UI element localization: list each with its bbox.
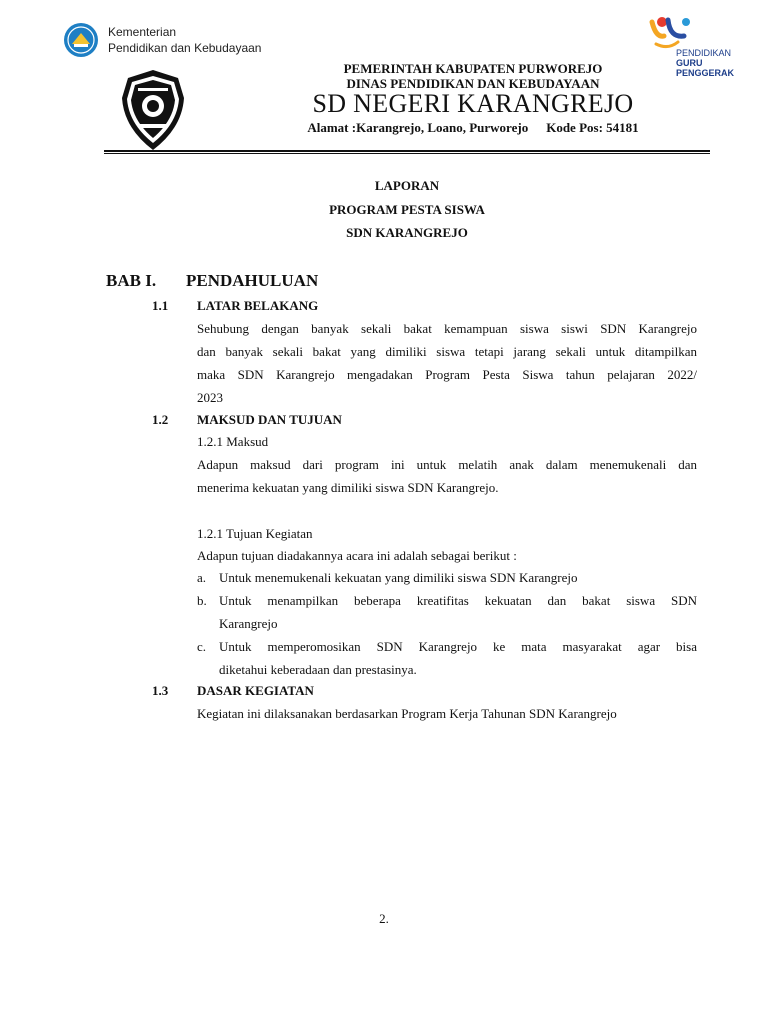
chapter-number: BAB I. [106, 271, 157, 290]
page-number: 2. [379, 911, 389, 926]
list-marker: b. [197, 593, 207, 608]
letterhead-address-line [238, 120, 708, 136]
maksud-heading: 1.2.1 Maksud [197, 434, 269, 449]
kemendikbud-logo-icon [63, 22, 99, 58]
list-item-text: diketahui keberadaan dan prestasinya. [219, 662, 417, 677]
chapter-heading [106, 271, 319, 291]
paragraph-line: maka SDN Karangrejo mengadakan Program Pesta Siswa tahun pelajaran 2022/ [197, 367, 697, 382]
letterhead-postal-code: Kode Pos: 54181 [546, 120, 639, 135]
tujuan-intro: Adapun tujuan diadakannya acara ini adalah sebagai berikut : [197, 548, 517, 563]
kemendikbud-line1: Kementerian [108, 25, 177, 39]
list-item-text: Karangrejo [219, 616, 278, 631]
section-title-latar-belakang: LATAR BELAKANG [197, 298, 319, 313]
paragraph-line: 2023 [197, 390, 223, 405]
paragraph-line: dan banyak sekali bakat yang dimiliki siswa tetapi jarang sekali untuk ditampilkan [197, 344, 697, 359]
list-marker: a. [197, 570, 207, 585]
report-title-line2: PROGRAM PESTA SISWA [329, 202, 485, 217]
tujuan-heading: 1.2.1 Tujuan Kegiatan [197, 526, 313, 541]
list-item [197, 635, 697, 681]
paragraph-line: Sehubung dengan banyak sekali bakat kemampuan siswa siswi SDN Karangrejo [197, 321, 697, 336]
report-title-line1: LAPORAN [374, 178, 440, 193]
gp-line2: GURU [676, 58, 703, 68]
letterhead-divider-thin [104, 153, 710, 154]
kemendikbud-line2: Pendidikan dan Kebudayaan [108, 41, 262, 55]
section-title-dasar-kegiatan: DASAR KEGIATAN [197, 683, 314, 698]
letterhead-school-name: SD NEGERI KARANGREJO [312, 89, 634, 118]
paragraph-line: Adapun maksud dari program ini untuk melatih anak dalam menemukenali dan [197, 457, 697, 472]
list-item-text: Untuk menampilkan beberapa kreatifitas kekuatan dan bakat siswa SDN [219, 593, 697, 608]
list-item [197, 589, 697, 635]
dasar-kegiatan-text: Kegiatan ini dilaksanakan berdasarkan Program Kerja Tahunan SDN Karangrejo [197, 706, 617, 721]
list-item-text: Untuk memperomosikan SDN Karangrejo ke mata masyarakat agar bisa [219, 639, 697, 654]
letterhead-department: DINAS PENDIDIKAN DAN KEBUDAYAAN [346, 76, 600, 91]
list-marker: c. [197, 639, 207, 654]
gp-line1: PENDIDIKAN [676, 48, 732, 58]
letterhead-divider-thick [104, 150, 710, 152]
purworejo-crest-icon [118, 68, 188, 152]
paragraph-line: menerima kekuatan yang dimiliki siswa SDN Karangrejo. [197, 480, 499, 495]
list-item-text: Untuk menemukenali kekuatan yang dimiliki siswa SDN Karangrejo [219, 570, 578, 585]
chapter-title: PENDAHULUAN [186, 271, 319, 290]
section-title-maksud-tujuan: MAKSUD DAN TUJUAN [197, 412, 342, 427]
list-item [197, 566, 697, 589]
letterhead-government: PEMERINTAH KABUPATEN PURWOREJO [343, 61, 603, 76]
kemendikbud-logo-text [108, 24, 261, 56]
latar-belakang-paragraph [197, 317, 697, 409]
section-number-1-1: 1.1 [152, 298, 169, 313]
maksud-paragraph [197, 453, 697, 499]
gp-line3: PENGGERAK [676, 68, 735, 78]
report-title-line3: SDN KARANGREJO [346, 225, 468, 240]
letterhead-address: Alamat :Karangrejo, Loano, Purworejo [307, 120, 529, 135]
section-number-1-2: 1.2 [152, 412, 169, 427]
section-number-1-3: 1.3 [152, 683, 169, 698]
